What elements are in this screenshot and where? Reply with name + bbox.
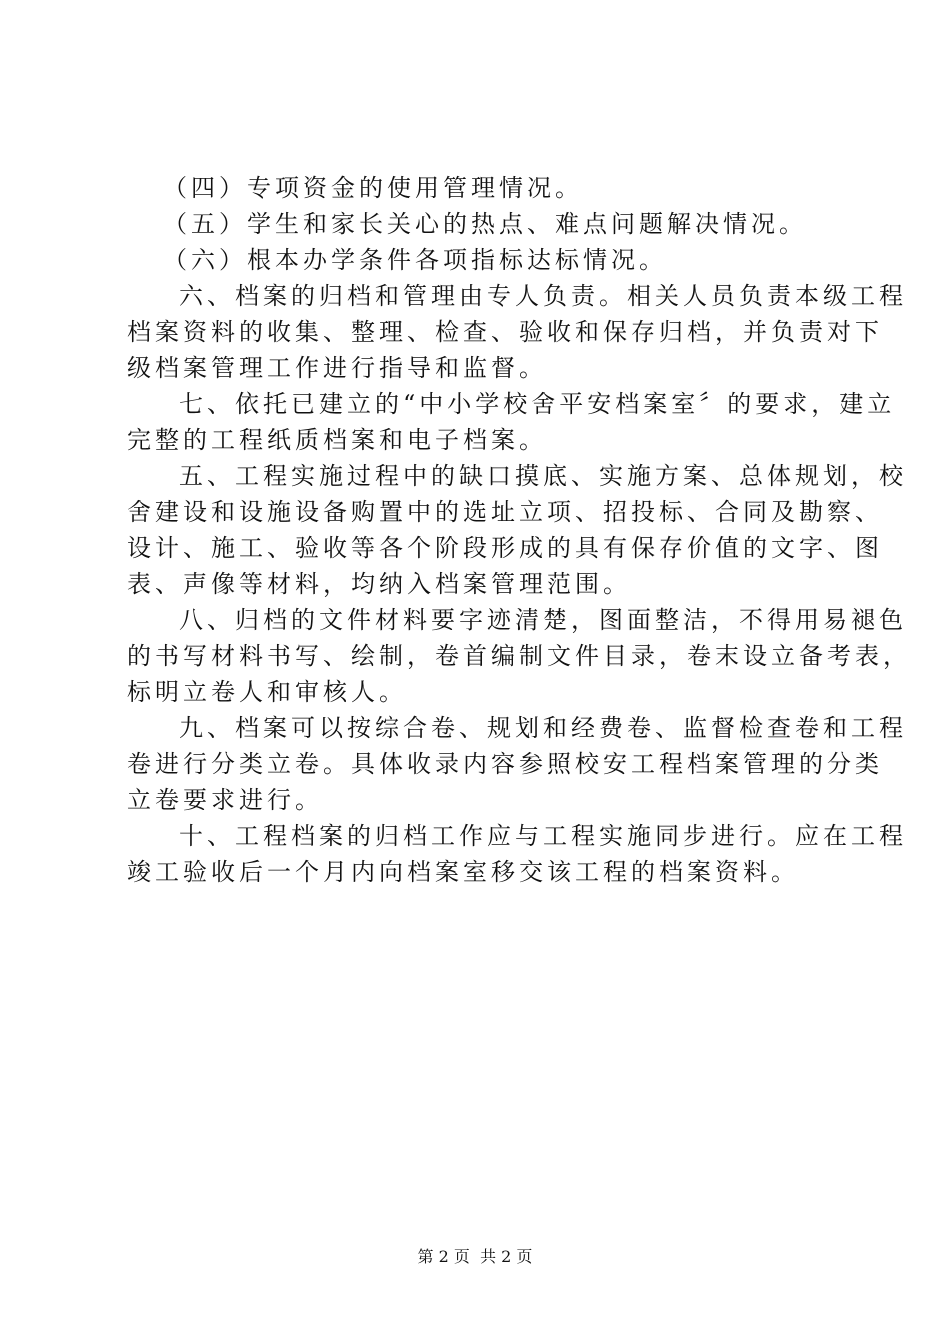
paragraph-line: 卷进行分类立卷。具体收录内容参照校安工程档案管理的分类 (127, 750, 883, 778)
paragraph-line: 十、工程档案的归档工作应与工程实施同步进行。应在工程 (179, 822, 907, 850)
paragraph-line: 的书写材料书写、绘制，卷首编制文件目录，卷末设立备考表， (127, 642, 911, 670)
paragraph-line: （五）学生和家长关心的热点、难点问题解决情况。 (163, 210, 807, 238)
paragraph-line: 八、归档的文件材料要字迹清楚，图面整洁，不得用易褪色 (179, 606, 907, 634)
paragraph-line: 档案资料的收集、整理、检查、验收和保存归档，并负责对下 (127, 318, 883, 346)
paragraph-line: 舍建设和设施设备购置中的选址立项、招投标、合同及勘察、 (127, 498, 883, 526)
paragraph-line: （四）专项资金的使用管理情况。 (163, 174, 583, 202)
paragraph-line: 设计、施工、验收等各个阶段形成的具有保存价值的文字、图 (127, 534, 883, 562)
page-footer (0, 1247, 950, 1267)
paragraph-line: （六）根本办学条件各项指标达标情况。 (163, 246, 667, 274)
page-number-label: 第 2 页 共 2 页 (417, 1247, 533, 1266)
paragraph-line: 七、依托已建立的“中小学校舍平安档案室〞的要求，建立 (179, 390, 896, 418)
document-body (127, 170, 911, 890)
paragraph-line: 标明立卷人和审核人。 (127, 678, 407, 706)
paragraph-line: 表、声像等材料，均纳入档案管理范围。 (127, 570, 631, 598)
paragraph-line: 六、档案的归档和管理由专人负责。相关人员负责本级工程 (179, 282, 907, 310)
paragraph-line: 竣工验收后一个月内向档案室移交该工程的档案资料。 (127, 858, 799, 886)
paragraph-line: 五、工程实施过程中的缺口摸底、实施方案、总体规划，校 (179, 462, 907, 490)
paragraph-line: 完整的工程纸质档案和电子档案。 (127, 426, 547, 454)
paragraph-line: 立卷要求进行。 (127, 786, 323, 814)
paragraph-line: 级档案管理工作进行指导和监督。 (127, 354, 547, 382)
paragraph-line: 九、档案可以按综合卷、规划和经费卷、监督检查卷和工程 (179, 714, 907, 742)
